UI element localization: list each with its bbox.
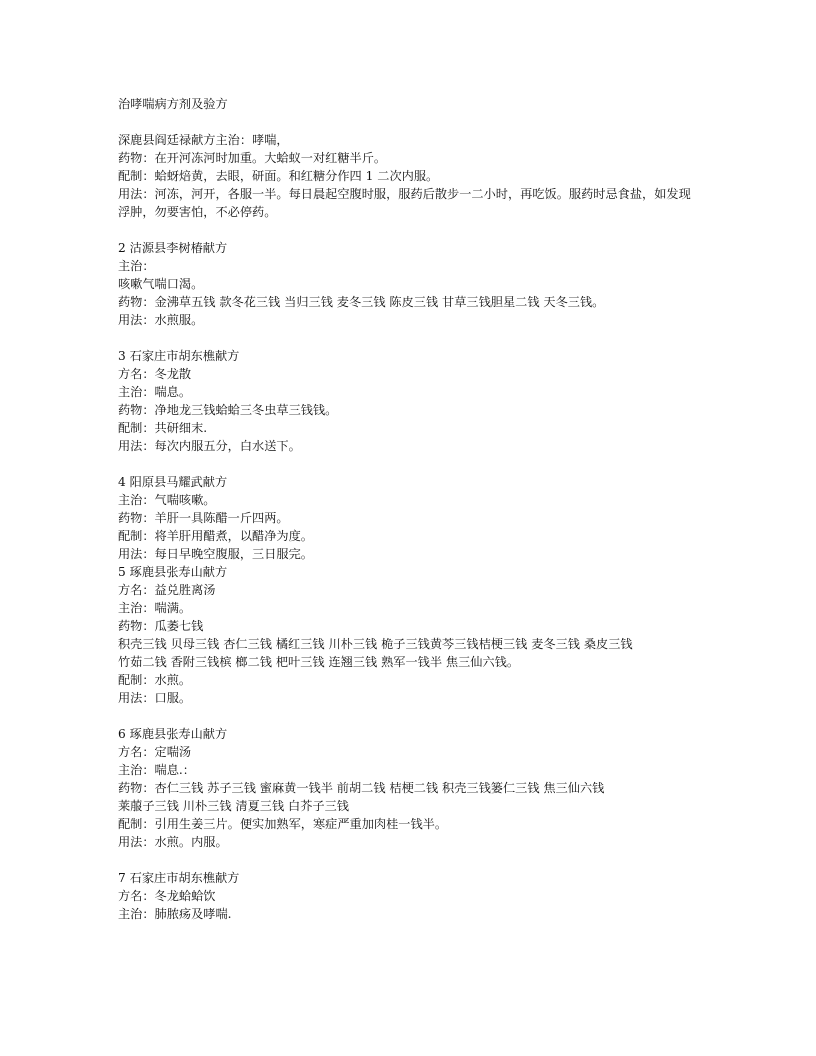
text-line: 2 沽源县李树椿献方 [118,241,228,255]
text-line: 药物：杏仁三钱 苏子三钱 蜜麻黄一钱半 前胡二钱 桔梗二钱 积壳三钱篓仁三钱 焦三仙六钱 [118,781,605,795]
text-line: 主治：喘息.： [118,763,195,777]
text-line: 主治： [118,259,155,273]
text-line: 药物：瓜萎七钱 [118,619,204,633]
text-line: 用法：每次内服五分，白水送下。 [118,439,301,453]
text-line: 主治：气喘咳嗽。 [118,493,216,507]
text-line: 药物：净地龙三钱蛤蛤三冬虫草三钱钱。 [118,403,338,417]
text-line: 7 石家庄市胡东樵献方 [118,871,240,885]
text-line: 配制：水煎。 [118,673,192,687]
blank-line [118,455,698,473]
document-body [118,113,698,923]
text-line: 主治：肺脓疡及哮喘. [118,907,232,921]
text-line: 药物：羊肝一具陈醋一斤四两。 [118,511,289,525]
text-line: 用法：河冻，河开，各服一半。每日晨起空腹时服，服药后散步一二小时，再吃饭。服药时忌食盐，如发现浮肿，勿要害怕，不必停药。 [118,187,691,219]
blank-line [118,707,698,725]
blank-line [118,221,698,239]
text-line: 主治：喘满。 [118,601,192,615]
text-line: 6 琢鹿县张寿山献方 [118,727,228,741]
text-line: 积壳三钱 贝母三钱 杏仁三钱 橘红三钱 川朴三钱 桅子三钱黄芩三钱桔梗三钱 麦冬三钱 桑皮三钱 [118,637,633,651]
text-line: 配制：将羊肝用醋煮，以醋净为度。 [118,529,313,543]
blank-line [118,329,698,347]
text-line: 用法：口服。 [118,691,192,705]
blank-line [118,113,698,131]
text-line: 3 石家庄市胡东樵献方 [118,349,240,363]
text-line: 主治：喘息。 [118,385,192,399]
document-title: 治哮喘病方剂及验方 [118,97,228,111]
document-page [118,95,698,923]
text-line: 药物：金沸草五钱 款冬花三钱 当归三钱 麦冬三钱 陈皮三钱 甘草三钱胆星二钱 天冬三钱。 [118,295,605,309]
text-line: 用法：水煎。内服。 [118,835,228,849]
text-line: 莱菔子三钱 川朴三钱 清夏三钱 白芥子三钱 [118,799,349,813]
text-line: 方名：冬龙散 [118,367,192,381]
text-line: 方名：冬龙蛤蛤饮 [118,889,216,903]
text-line: 4 阳原县马耀武献方 [118,475,228,489]
text-line: 配制：引用生姜三片。便实加熟军，寒症严重加肉桂一钱半。 [118,817,448,831]
text-line: 用法：水煎服。 [118,313,204,327]
text-line: 咳嗽气喘口渴。 [118,277,204,291]
text-line: 竹茹二钱 香附三钱槟 榔二钱 杷叶三钱 连翘三钱 熟军一钱半 焦三仙六钱。 [118,655,520,669]
text-line: 方名：定喘汤 [118,745,192,759]
text-line: 配制：蛤蚜焙黄，去眼，研面。和红糖分作四 1 二次内服。 [118,169,439,183]
text-line: 深鹿县阎廷禄献方主治：哮喘， [118,133,289,147]
text-line: 药物：在开河冻河时加重。大蛤蚁一对红糖半斤。 [118,151,387,165]
text-line: 5 琢鹿县张寿山献方 [118,565,228,579]
text-line: 用法：每日早晚空腹服，三日服完。 [118,547,313,561]
blank-line [118,851,698,869]
text-line: 配制：共研细末. [118,421,208,435]
text-line: 方名：益兑胜离汤 [118,583,216,597]
